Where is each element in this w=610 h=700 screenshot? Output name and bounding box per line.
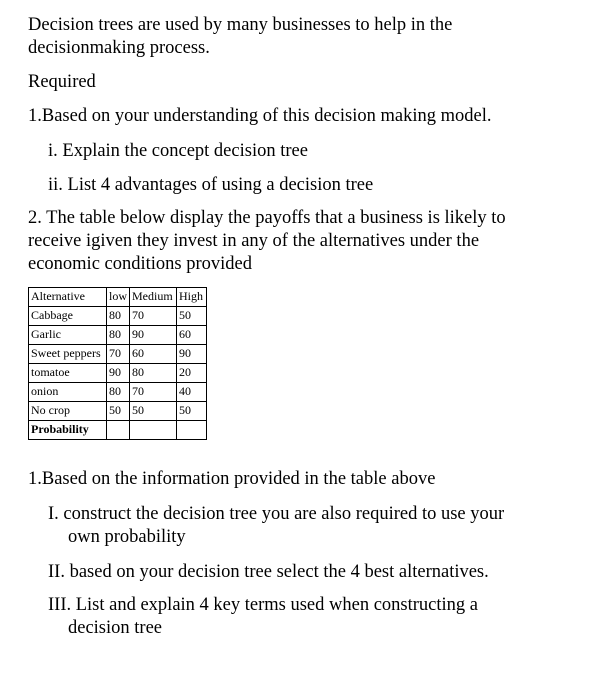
question-2-line-2: receive igiven they invest in any of the alternatives under the: [28, 231, 480, 251]
question-3-item-III-line-2: decision tree: [68, 618, 162, 638]
header-alternative: Alternative: [29, 288, 107, 307]
question-3: 1.Based on the information provided in the table above: [28, 469, 436, 489]
cell-low: 80: [107, 326, 130, 345]
table-row: [29, 326, 207, 345]
question-3-item-III: [48, 594, 478, 640]
cell-alternative: No crop: [29, 402, 107, 421]
table-row: [29, 345, 207, 364]
question-2-line-1: 2. The table below display the payoffs that a business is likely to: [28, 208, 506, 228]
question-3-item-II: II. based on your decision tree select the 4 best alternatives.: [48, 562, 489, 582]
cell-alternative: onion: [29, 383, 107, 402]
cell-high: 50: [177, 307, 207, 326]
cell-medium: 70: [130, 383, 177, 402]
table-row: [29, 307, 207, 326]
question-2: [28, 207, 506, 276]
cell-high: 40: [177, 383, 207, 402]
question-3-item-I-line-1: I. construct the decision tree you are also required to use your: [48, 504, 505, 524]
table-row: [29, 364, 207, 383]
question-3-item-I-line-2: own probability: [68, 527, 186, 547]
probability-high-cell: [177, 421, 207, 440]
cell-high: 20: [177, 364, 207, 383]
cell-alternative: tomatoe: [29, 364, 107, 383]
header-medium: Medium: [130, 288, 177, 307]
table-header-row: [29, 288, 207, 307]
probability-low-cell: [107, 421, 130, 440]
cell-high: 50: [177, 402, 207, 421]
cell-low: 80: [107, 383, 130, 402]
cell-medium: 50: [130, 402, 177, 421]
intro-line-2: decisionmaking process.: [28, 38, 210, 58]
payoff-table: [28, 287, 207, 440]
cell-low: 80: [107, 307, 130, 326]
question-3-item-I: [48, 503, 504, 549]
probability-label: Probability: [29, 421, 107, 440]
question-3-item-III-line-1: III. List and explain 4 key terms used when constructing a: [48, 595, 479, 615]
probability-row: [29, 421, 207, 440]
cell-alternative: Cabbage: [29, 307, 107, 326]
cell-medium: 60: [130, 345, 177, 364]
required-heading: Required: [28, 72, 96, 92]
question-1-item-ii: ii. List 4 advantages of using a decision tree: [48, 175, 374, 195]
table-row: [29, 383, 207, 402]
cell-high: 90: [177, 345, 207, 364]
header-high: High: [177, 288, 207, 307]
table-row: [29, 402, 207, 421]
cell-alternative: Sweet peppers: [29, 345, 107, 364]
cell-low: 70: [107, 345, 130, 364]
cell-low: 90: [107, 364, 130, 383]
cell-medium: 70: [130, 307, 177, 326]
cell-high: 60: [177, 326, 207, 345]
intro-line-1: Decision trees are used by many businesses to help in the: [28, 15, 453, 35]
probability-medium-cell: [130, 421, 177, 440]
question-2-line-3: economic conditions provided: [28, 254, 253, 274]
header-low: low: [107, 288, 130, 307]
question-1-item-i: i. Explain the concept decision tree: [48, 141, 308, 161]
cell-low: 50: [107, 402, 130, 421]
question-1: 1.Based on your understanding of this decision making model.: [28, 106, 492, 126]
cell-medium: 80: [130, 364, 177, 383]
intro-paragraph: [28, 14, 452, 60]
cell-medium: 90: [130, 326, 177, 345]
cell-alternative: Garlic: [29, 326, 107, 345]
